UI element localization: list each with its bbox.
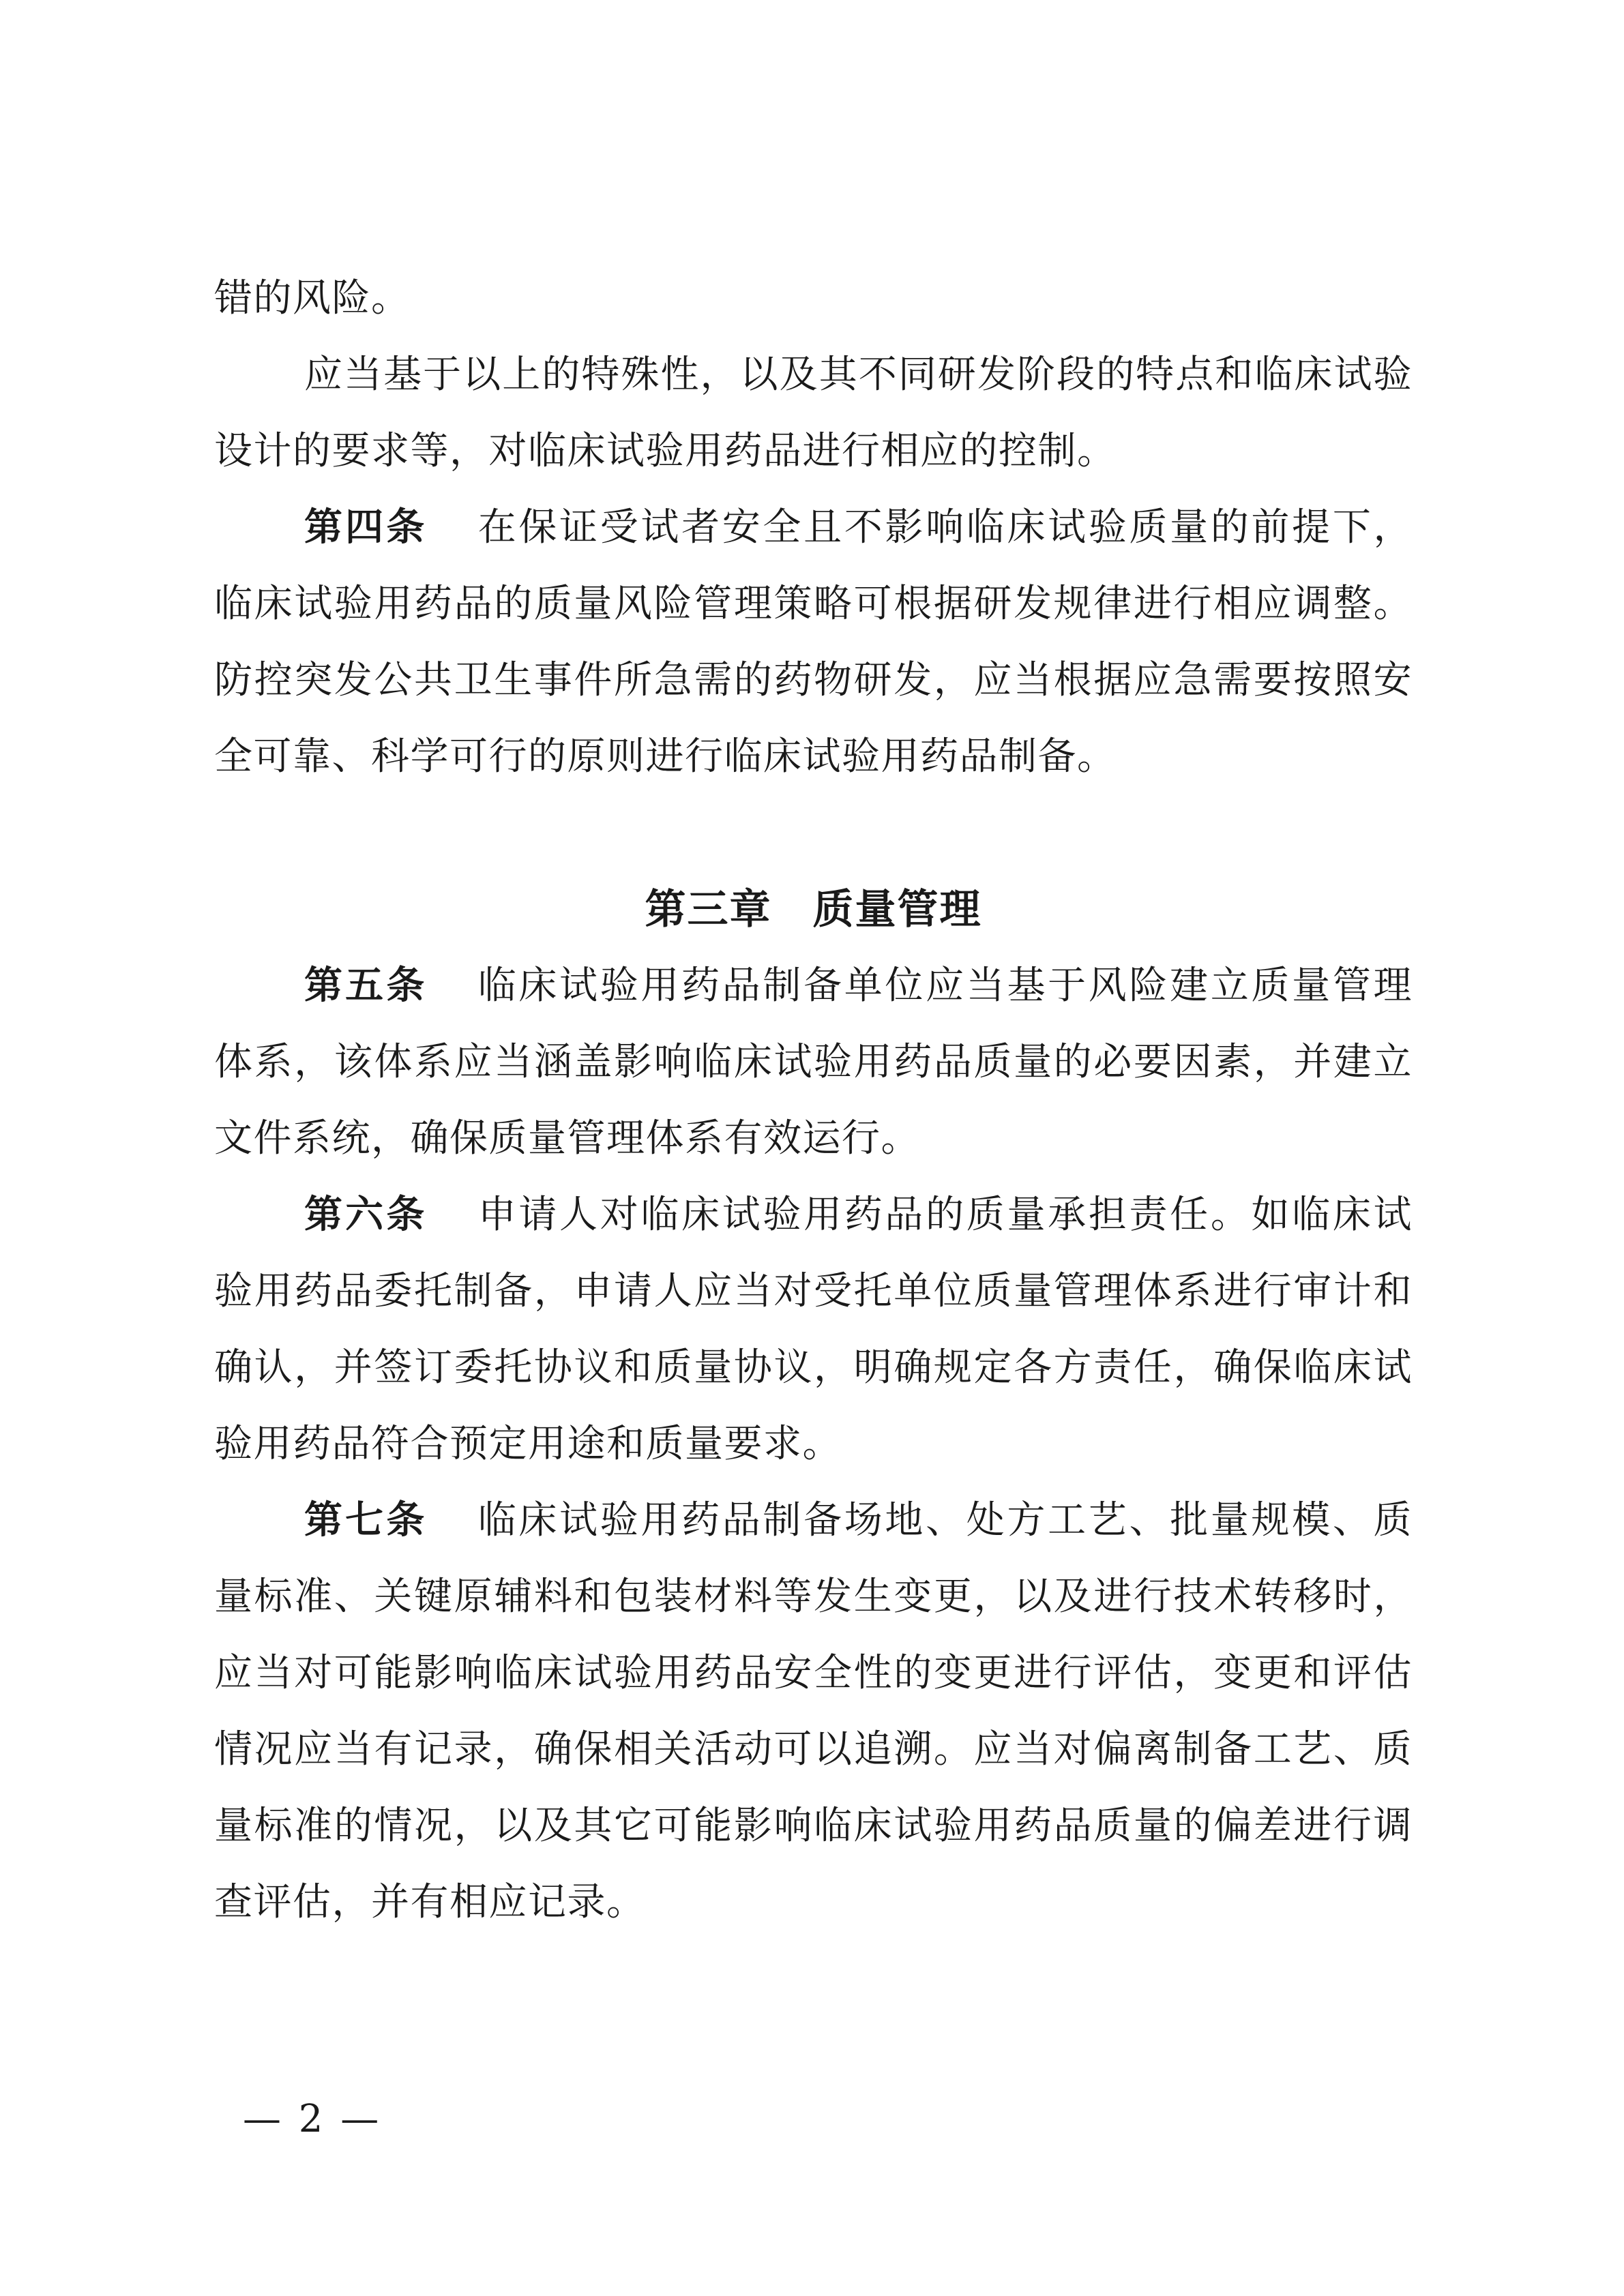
article-label: 第四条: [304, 505, 428, 550]
article-text: 临床试验用药品制备场地、处方工艺、批量规模、质量标准、关键原辅料和包装材料等发生变更，以及进行技术转移时，应当对可能影响临床试验用药品安全性的变更进行评估，变更和评估情况应当有记录，确保相关活动可以追溯。应当对偏离制备工艺、质量标准的情况，以及其它可能影响临床试验用药品质量的偏差进行调查评估，并有相应记录。: [214, 1498, 1413, 1924]
article-5: [214, 948, 1413, 1177]
paragraph-text: 错的风险。: [214, 276, 411, 320]
paragraph-basis: [214, 337, 1413, 490]
article-label: 第五条: [304, 964, 428, 1008]
chapter-number: 第三章: [645, 886, 772, 934]
article-text: 临床试验用药品制备单位应当基于风险建立质量管理体系，该体系应当涵盖影响临床试验用药品质量的必要因素，并建立文件系统，确保质量管理体系有效运行。: [214, 964, 1413, 1161]
chapter-heading: [214, 871, 1413, 948]
article-label: 第六条: [304, 1193, 428, 1237]
paragraph-continuation: [214, 260, 1413, 337]
article-label: 第七条: [304, 1498, 428, 1542]
article-4: [214, 490, 1413, 795]
article-text: 在保证受试者安全且不影响临床试验质量的前提下，临床试验用药品的质量风险管理策略可根据研发规律进行相应调整。防控突发公共卫生事件所急需的药物研发，应当根据应急需要按照安全可靠、科学可行的原则进行临床试验用药品制备。: [214, 505, 1413, 779]
paragraph-text: 应当基于以上的特殊性，以及其不同研发阶段的特点和临床试验设计的要求等，对临床试验用药品进行相应的控制。: [214, 353, 1413, 473]
chapter-title: 质量管理: [812, 886, 982, 934]
document-body: [214, 260, 1413, 1941]
article-7: [214, 1482, 1413, 1941]
article-text: 申请人对临床试验用药品的质量承担责任。如临床试验用药品委托制备，申请人应当对受托单位质量管理体系进行审计和确认，并签订委托协议和质量协议，明确规定各方责任，确保临床试验用药品符合预定用途和质量要求。: [214, 1193, 1413, 1466]
article-6: [214, 1177, 1413, 1482]
page-number: — 2 —: [243, 2097, 382, 2141]
